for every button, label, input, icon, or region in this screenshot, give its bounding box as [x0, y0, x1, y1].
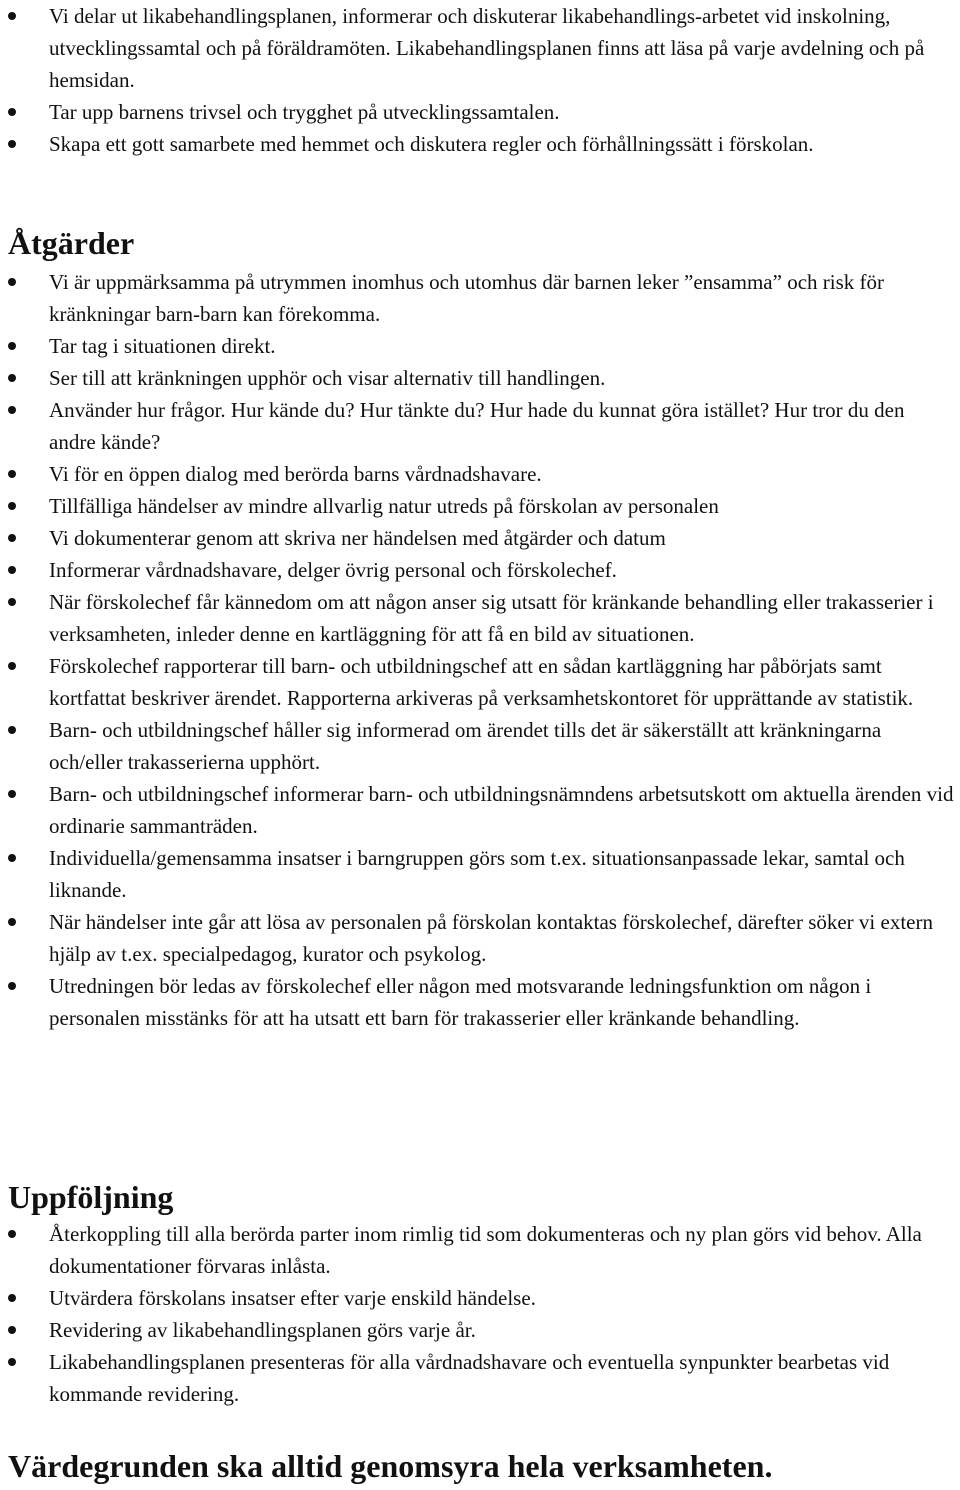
list-item: Skapa ett gott samarbete med hemmet och diskutera regler och förhållningssätt i förskolan. — [8, 128, 960, 160]
list-item: Tillfälliga händelser av mindre allvarlig natur utreds på förskolan av personalen — [8, 490, 960, 522]
list-item: Utvärdera förskolans insatser efter varje enskild händelse. — [8, 1282, 960, 1314]
list-item: Likabehandlingsplanen presenteras för alla vårdnadshavare och eventuella synpunkter bearbetas vid kommande revidering. — [8, 1346, 960, 1410]
list-item: Vi delar ut likabehandlingsplanen, informerar och diskuterar likabehandlings-arbetet vid inskolning, utvecklingssamtal och på föräldramöten. Likabehandlingsplanen finns att läsa på varje avdelning och på hemsidan. — [8, 0, 960, 96]
intro-list — [8, 0, 960, 160]
list-item: Förskolechef rapporterar till barn- och utbildningschef att en sådan kartläggning har påbörjats samt kortfattat beskriver ärendet. Rapporterna arkiveras på verksamhetskontoret för upprättande av statistik. — [8, 650, 960, 714]
list-item: Revidering av likabehandlingsplanen görs varje år. — [8, 1314, 960, 1346]
list-item: Vi för en öppen dialog med berörda barns vårdnadshavare. — [8, 458, 960, 490]
closing-statement: Värdegrunden ska alltid genomsyra hela verksamheten. — [8, 1448, 773, 1484]
section-heading-atgarder: Åtgärder — [8, 225, 135, 261]
list-item: Använder hur frågor. Hur kände du? Hur tänkte du? Hur hade du kunnat göra istället? Hur tror du den andre kände? — [8, 394, 960, 458]
list-item: Vi är uppmärksamma på utrymmen inomhus och utomhus där barnen leker ”ensamma” och risk för kränkningar barn-barn kan förekomma. — [8, 266, 960, 330]
list-item: Individuella/gemensamma insatser i barngruppen görs som t.ex. situationsanpassade lekar, samtal och liknande. — [8, 842, 960, 906]
uppfoljning-list — [8, 1218, 960, 1410]
list-item: När händelser inte går att lösa av personalen på förskolan kontaktas förskolechef, därefter söker vi extern hjälp av t.ex. specialpedagog, kurator och psykolog. — [8, 906, 960, 970]
list-item: Tar upp barnens trivsel och trygghet på utvecklingssamtalen. — [8, 96, 960, 128]
list-item: Ser till att kränkningen upphör och visar alternativ till handlingen. — [8, 362, 960, 394]
list-item: Återkoppling till alla berörda parter inom rimlig tid som dokumenteras och ny plan görs vid behov. Alla dokumentationer förvaras inlåsta. — [8, 1218, 960, 1282]
list-item: Vi dokumenterar genom att skriva ner händelsen med åtgärder och datum — [8, 522, 960, 554]
list-item: När förskolechef får kännedom om att någon anser sig utsatt för kränkande behandling eller trakasserier i verksamheten, inleder denne en kartläggning för att få en bild av situationen. — [8, 586, 960, 650]
list-item: Tar tag i situationen direkt. — [8, 330, 960, 362]
list-item: Utredningen bör ledas av förskolechef eller någon med motsvarande ledningsfunktion om någon i personalen misstänks för att ha utsatt ett barn för trakasserier eller kränkande behandling. — [8, 970, 960, 1034]
atgarder-list — [8, 266, 960, 1034]
list-item: Barn- och utbildningschef håller sig informerad om ärendet tills det är säkerställt att kränkningarna och/eller trakasserierna upphört. — [8, 714, 960, 778]
section-heading-uppfoljning: Uppföljning — [8, 1179, 174, 1215]
list-item: Informerar vårdnadshavare, delger övrig personal och förskolechef. — [8, 554, 960, 586]
list-item: Barn- och utbildningschef informerar barn- och utbildningsnämndens arbetsutskott om aktuella ärenden vid ordinarie sammanträden. — [8, 778, 960, 842]
